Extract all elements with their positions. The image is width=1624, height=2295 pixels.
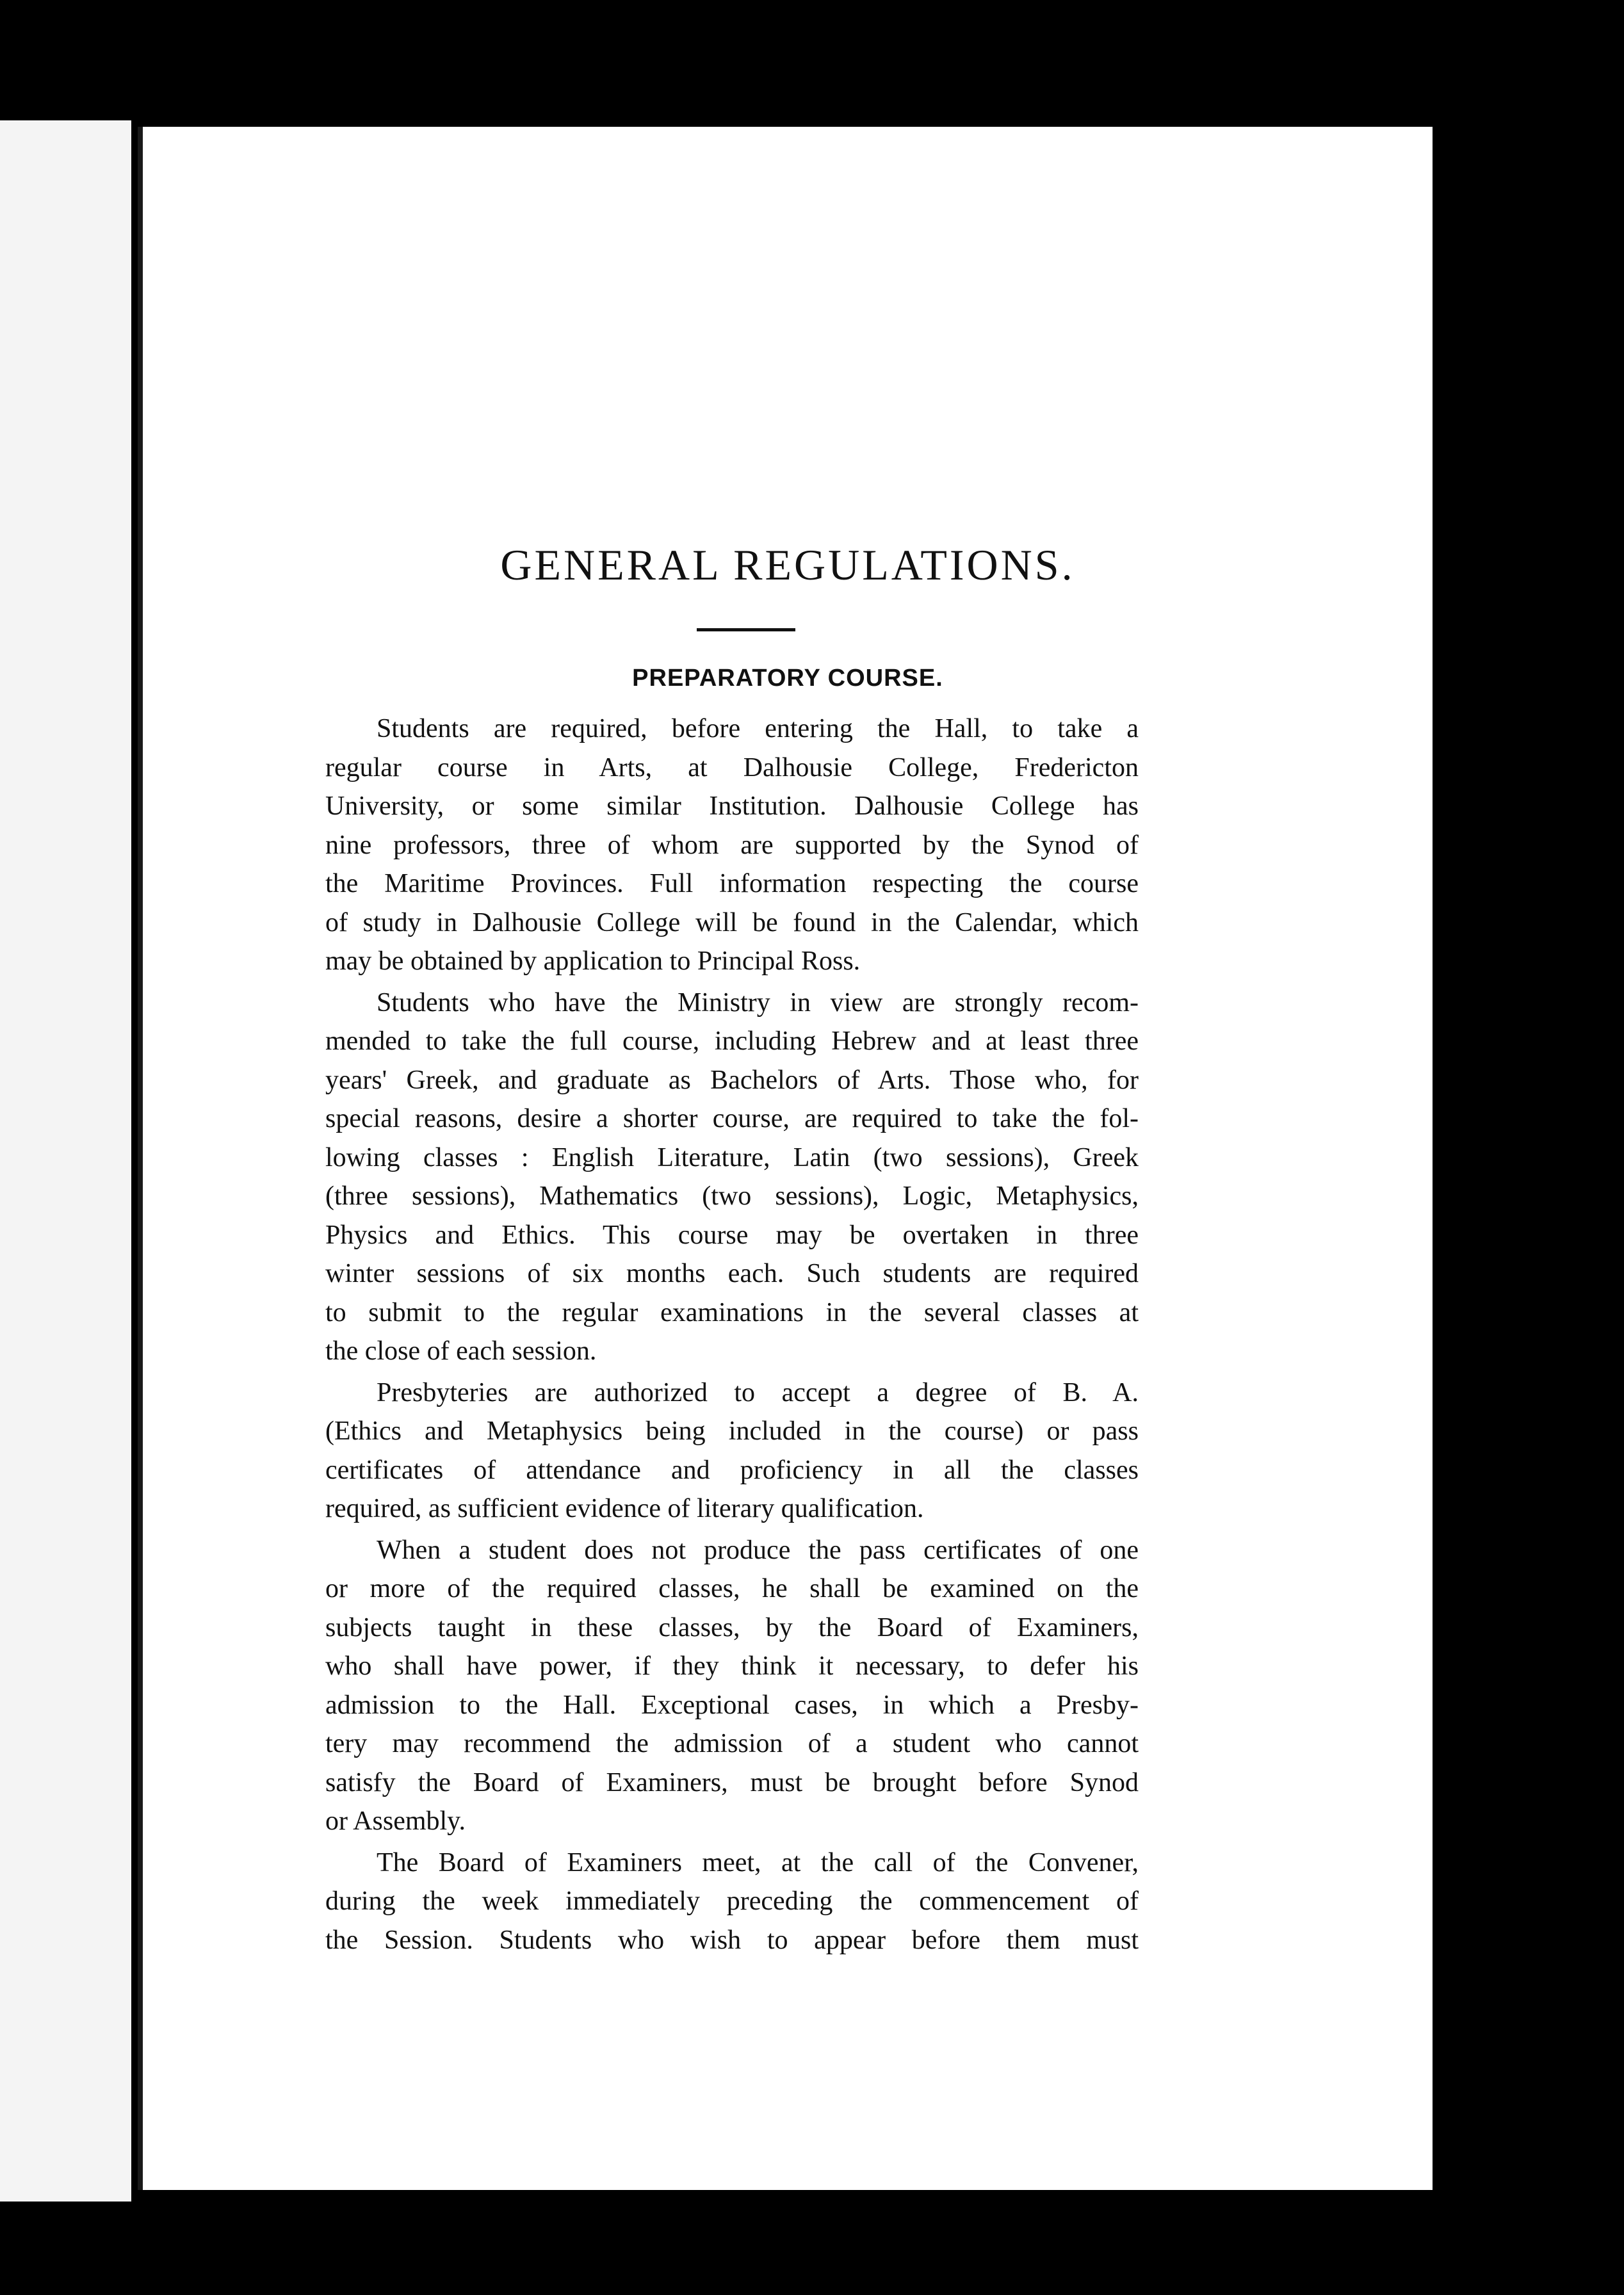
text-line: or more of the required classes, he shall be examined on the — [325, 1574, 1139, 1603]
text-line: tery may recommend the admission of a student who cannot — [325, 1729, 1139, 1758]
text-line: Students who have the Ministry in view are strongly recom- — [377, 987, 1139, 1018]
text-line: winter sessions of six months each. Such students are required — [325, 1259, 1139, 1288]
text-line: mended to take the full course, including Hebrew and at least three — [325, 1026, 1139, 1056]
text-line: special reasons, desire a shorter course, are required to take the fol- — [325, 1104, 1139, 1133]
text-line: years' Greek, and graduate as Bachelors of Arts. Those who, for — [325, 1065, 1139, 1095]
paragraph-3 — [325, 1374, 1139, 1529]
text-line: Physics and Ethics. This course may be overtaken in three — [325, 1220, 1139, 1250]
text-line: admission to the Hall. Exceptional cases, in which a Presby- — [325, 1690, 1139, 1720]
text-line: The Board of Examiners meet, at the call of the Convener, — [377, 1847, 1139, 1877]
text-line: required, as sufficient evidence of literary qualification. — [325, 1494, 924, 1523]
paragraph-4 — [325, 1531, 1139, 1841]
text-line: Presbyteries are authorized to accept a degree of B. A. — [377, 1377, 1139, 1407]
text-line: during the week immediately preceding the commencement of — [325, 1886, 1139, 1916]
text-line: regular course in Arts, at Dalhousie College, Fredericton — [325, 752, 1139, 783]
text-line: (three sessions), Mathematics (two sessions), Logic, Metaphysics, — [325, 1181, 1139, 1211]
text-line: certificates of attendance and proficiency in all the classes — [325, 1455, 1139, 1485]
document-page — [138, 127, 1433, 2190]
page-title: GENERAL REGULATIONS. — [500, 540, 1075, 589]
text-line: the Maritime Provinces. Full information respecting the course — [325, 869, 1139, 898]
facing-page-edge — [0, 120, 131, 2202]
paragraph-2 — [325, 984, 1139, 1371]
text-line: When a student does not produce the pass certificates of one — [377, 1535, 1139, 1565]
body-text — [325, 710, 1139, 1959]
text-line: nine professors, three of whom are supported by the Synod of — [325, 830, 1139, 860]
paragraph-1 — [325, 710, 1139, 981]
text-line: the Session. Students who wish to appear before them must — [325, 1925, 1139, 1955]
section-heading: PREPARATORY COURSE. — [632, 665, 943, 692]
text-line: Students are required, before entering the Hall, to take a — [377, 714, 1139, 743]
title-rule — [697, 628, 795, 631]
text-line: subjects taught in these classes, by the Board of Examiners, — [325, 1612, 1139, 1642]
text-line: satisfy the Board of Examiners, must be brought before Synod — [325, 1767, 1139, 1797]
text-line: to submit to the regular examinations in the several classes at — [325, 1297, 1139, 1327]
text-line: lowing classes : English Literature, Latin (two sessions), Greek — [325, 1142, 1139, 1172]
paragraph-5 — [325, 1844, 1139, 1960]
text-line: of study in Dalhousie College will be found in the Calendar, which — [325, 907, 1139, 937]
text-line: the close of each session. — [325, 1336, 597, 1366]
text-line: who shall have power, if they think it necessary, to defer his — [325, 1651, 1139, 1681]
text-line: University, or some similar Institution. Dalhousie College has — [325, 791, 1139, 821]
text-line: or Assembly. — [325, 1806, 466, 1836]
text-line: may be obtained by application to Principal Ross. — [325, 946, 861, 976]
text-line: (Ethics and Metaphysics being included in the course) or pass — [325, 1416, 1139, 1446]
